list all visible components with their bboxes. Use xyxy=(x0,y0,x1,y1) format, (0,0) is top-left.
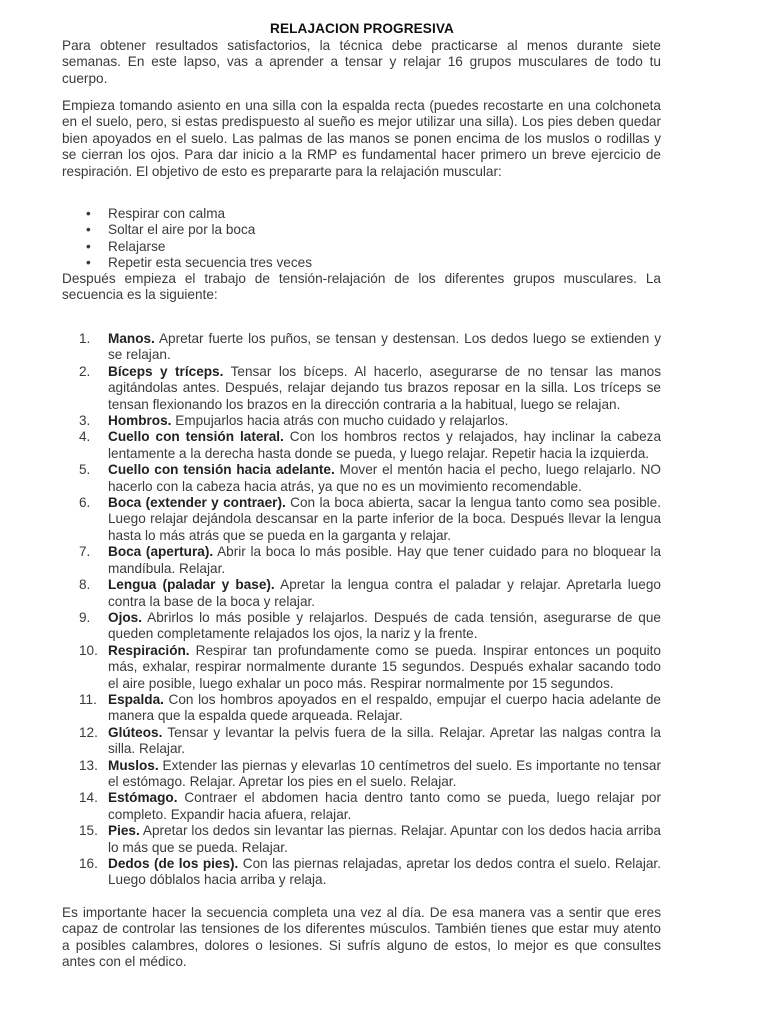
step-number: 16. xyxy=(79,856,98,871)
step-number: 4. xyxy=(79,429,91,445)
breathing-list xyxy=(62,206,661,272)
list-item xyxy=(62,856,661,889)
step-text: Apretar la lengua contra el paladar y relajar. Apretarla luego contra la base de la boca y relajar. xyxy=(108,577,661,609)
list-item xyxy=(62,462,661,495)
list-item: • Relajarse xyxy=(62,239,661,255)
list-item xyxy=(62,495,661,544)
step-heading: Boca (apertura). xyxy=(108,544,214,560)
step-heading: Cuello con tensión hacia adelante. xyxy=(108,462,335,478)
step-heading: Manos. xyxy=(108,331,155,346)
step-text: Apretar fuerte los puños, se tensan y destensan. Los dedos luego se extienden y se relajan. xyxy=(108,331,661,363)
step-heading: Muslos. xyxy=(108,757,159,773)
step-heading: Bíceps y tríceps. xyxy=(108,363,224,379)
step-text: Con las piernas relajadas, apretar los dedos contra el suelo. Relajar. Luego dóblalos hacia arriba y relaja. xyxy=(108,856,661,888)
document-title: RELAJACION PROGRESIVA xyxy=(270,21,454,36)
step-number: 8. xyxy=(79,577,91,593)
list-item xyxy=(62,413,661,429)
step-heading: Hombros. xyxy=(108,413,172,429)
list-item xyxy=(62,758,661,791)
step-text: Abrir la boca lo más posible. Hay que tener cuidado para no bloquear la mandíbula. Relajar. xyxy=(108,544,661,576)
step-heading: Respiración. xyxy=(108,642,190,658)
intro-paragraph: Para obtener resultados satisfactorios, la técnica debe practicarse al menos durante siete semanas. En este lapso, vas a aprender a tensar y relajar 16 grupos musculares de todo tu cuerpo. xyxy=(62,38,661,86)
step-text: Extender las piernas y elevarlas 10 centímetros del suelo. Es importante no tensar el estómago. Relajar. Apretar los pies en el suelo. Relajar. xyxy=(108,757,661,789)
step-heading: Boca (extender y contraer). xyxy=(108,495,286,511)
list-item xyxy=(62,823,661,856)
step-text: Con la boca abierta, sacar la lengua tanto como sea posible. Luego relajar dejándola descansar en la parte inferior de la boca. Después llevar la lengua hasta lo más atrás que se pueda en la garganta y relajar. xyxy=(108,495,661,543)
step-number: 7. xyxy=(79,544,91,560)
step-number: 14. xyxy=(79,790,98,806)
step-text: Con los hombros rectos y relajados, hay inclinar la cabeza lentamente a la derecha hasta donde se pueda, y luego relajar. Repetir hacia la izquierda. xyxy=(108,429,662,461)
list-item xyxy=(62,725,661,758)
sequence-intro-paragraph: Después empieza el trabajo de tensión-relajación de los diferentes grupos musculares. La secuencia es la siguiente: xyxy=(62,271,661,303)
list-item: • Respirar con calma xyxy=(62,206,661,222)
step-number: 6. xyxy=(79,495,91,511)
step-heading: Glúteos. xyxy=(108,724,163,740)
steps-list xyxy=(62,331,661,889)
step-number: 9. xyxy=(79,609,91,625)
step-text: Mover el mentón hacia el pecho, luego relajarlo. NO hacerlo con la cabeza hacia atrás, ya que no es un movimiento recomendable. xyxy=(108,462,661,494)
step-text: Apretar los dedos sin levantar las piernas. Relajar. Apuntar con los dedos hacia arriba lo más que se pueda. Relajar. xyxy=(108,823,661,855)
step-text: Con los hombros apoyados en el respaldo, empujar el cuerpo hacia adelante de manera que la espalda quede arqueada. Relajar. xyxy=(108,691,661,724)
step-heading: Espalda. xyxy=(108,691,164,707)
step-heading: Ojos. xyxy=(108,609,142,625)
step-number: 11. xyxy=(79,691,97,707)
list-item xyxy=(62,643,661,692)
list-item xyxy=(62,544,661,577)
step-number: 12. xyxy=(79,724,98,740)
setup-paragraph: Empieza tomando asiento en una silla con la espalda recta (puedes recostarte en una colchoneta en el suelo, pero, si estas predispuesto al sueño es mejor utilizar una silla). Los pies deben quedar bien apoyados en el suelo. Las palmas de las manos se ponen encima de los muslos o rodillas y se cierran los ojos. Para dar inicio a la RMP es fundamental hacer primero un breve ejercicio de respiración. El objetivo de esto es prepararte para la relajación muscular: xyxy=(62,98,661,179)
step-heading: Lengua (paladar y base). xyxy=(108,577,275,593)
list-item xyxy=(62,429,661,462)
step-number: 15. xyxy=(79,823,98,839)
step-text: Respirar tan profundamente como se pueda. Inspirar entonces un poquito más, exhalar, respirar normalmente durante 15 segundos. Después exhalar sacando todo el aire posible, luego exhalar un poco más. Respirar normalmente por 15 segundos. xyxy=(108,642,661,691)
step-number: 5. xyxy=(79,462,91,478)
list-item xyxy=(62,331,661,364)
step-number: 1. xyxy=(79,331,91,346)
list-item xyxy=(62,692,661,725)
list-item xyxy=(62,790,661,823)
list-item xyxy=(62,577,661,610)
list-item xyxy=(62,364,661,413)
list-item xyxy=(62,610,661,643)
step-text: Tensar los bíceps. Al hacerlo, asegurarse de no tensar las manos agitándolas antes. Después, relajar dejando tus brazos reposar en la silla. Los tríceps se tensan flexionando los brazos en la dirección contraria a la habitual, luego se relajan. xyxy=(108,363,661,412)
list-item: • Repetir esta secuencia tres veces xyxy=(62,255,661,271)
step-number: 13. xyxy=(79,757,98,773)
closing-paragraph: Es importante hacer la secuencia completa una vez al día. De esa manera vas a sentir que eres capaz de controlar las tensiones de los diferentes músculos. También tienes que estar muy atento a posibles calambres, dolores o lesiones. Si sufrís alguno de estos, lo mejor es que consultes antes con el médico. xyxy=(62,905,661,970)
step-number: 3. xyxy=(79,413,91,429)
list-item: • Soltar el aire por la boca xyxy=(62,222,661,238)
step-heading: Pies. xyxy=(108,823,140,839)
step-text: Empujarlos hacia atrás con mucho cuidado y relajarlos. xyxy=(171,413,509,429)
step-heading: Dedos (de los pies). xyxy=(108,856,239,871)
step-text: Abrirlos lo más posible y relajarlos. Después de cada tensión, asegurarse de que queden completamente relajados los ojos, la nariz y la frente. xyxy=(108,609,661,642)
step-text: Tensar y levantar la pelvis fuera de la silla. Relajar. Apretar las nalgas contra la silla. Relajar. xyxy=(108,724,661,757)
step-number: 2. xyxy=(79,363,91,379)
step-text: Contraer el abdomen hacia dentro tanto como se pueda, luego relajar por completo. Expandir hacia afuera, relajar. xyxy=(108,790,661,822)
step-heading: Estómago. xyxy=(108,790,178,806)
step-number: 10. xyxy=(79,642,98,658)
step-heading: Cuello con tensión lateral. xyxy=(108,429,284,445)
